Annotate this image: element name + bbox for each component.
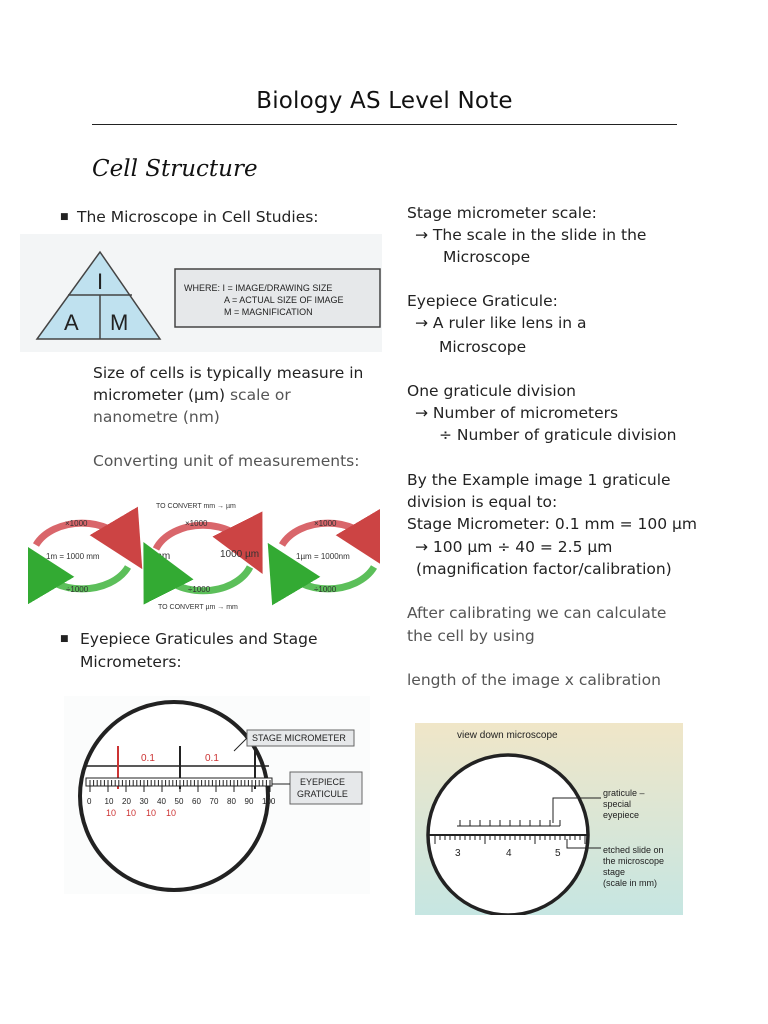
- to-convert-mm-um: TO CONVERT mm → µm: [156, 503, 236, 510]
- division-title: One graticule division: [407, 382, 577, 400]
- division-line-2: ÷ Number of graticule division: [439, 426, 677, 444]
- multiply-arrow: [156, 525, 250, 549]
- size-line-3: nanometre (nm): [93, 408, 220, 426]
- etched-label-3: stage: [603, 867, 626, 877]
- scale-4: 4: [506, 848, 512, 859]
- triangle-a: A: [64, 310, 79, 335]
- graticule-tick-label: 70: [209, 797, 219, 806]
- view-heading: view down microscope: [457, 730, 558, 741]
- ten-label: 10: [106, 808, 117, 818]
- graticule-tick-label: 90: [244, 797, 254, 806]
- eyepiece-scale: [86, 778, 272, 786]
- graticule-tick-label: 100: [262, 797, 276, 806]
- example-line-3: Stage Micrometer: 0.1 mm = 100 µm: [407, 515, 698, 533]
- divide-label: ÷1000: [314, 585, 337, 594]
- eyepiece-title: Eyepiece Graticule:: [407, 292, 558, 310]
- view-down-microscope-figure: [415, 723, 683, 915]
- division-line-1: → Number of micrometers: [415, 404, 619, 422]
- graticule-label-1: graticule –: [603, 788, 645, 798]
- times-label: ×1000: [65, 519, 88, 528]
- ten-label: 10: [126, 808, 137, 818]
- graticule-tick-label: 20: [122, 797, 131, 806]
- scale-or: scale or: [225, 386, 291, 404]
- where-line-3: M = MAGNIFICATION: [224, 307, 313, 317]
- red-label-2: 0.1: [205, 753, 219, 764]
- bullet-marker: ■: [60, 634, 69, 644]
- divide-label: ÷1000: [66, 585, 89, 594]
- converting-heading: Converting unit of measurements:: [93, 452, 360, 470]
- etched-label-1: etched slide on: [603, 845, 664, 855]
- to-convert-um-mm: TO CONVERT µm → mm: [158, 604, 238, 611]
- scale-3: 3: [455, 848, 461, 859]
- graticule-tick-label: 0: [87, 797, 92, 806]
- example-line-2: division is equal to:: [407, 493, 558, 511]
- red-label-1: 0.1: [141, 753, 155, 764]
- iam-formula-figure: [20, 234, 382, 352]
- bullet-graticules-line-1: Eyepiece Graticules and Stage: [80, 630, 318, 648]
- triangle-m: M: [110, 310, 129, 335]
- graticule-figure: [64, 696, 370, 894]
- graticule-tick-label: 10: [104, 797, 114, 806]
- eq-um-nm: 1µm = 1000nm: [296, 552, 350, 561]
- eyepiece-line-1: → A ruler like lens in a: [415, 314, 587, 332]
- eq-m-mm: 1m = 1000 mm: [46, 552, 100, 561]
- page-title: Biology AS Level Note: [256, 88, 513, 114]
- times-label: ×1000: [314, 519, 337, 528]
- divide-label: ÷1000: [188, 585, 211, 594]
- graticule-label-2: special: [603, 799, 632, 809]
- eyepiece-label-line-2: GRATICULE: [297, 789, 348, 799]
- after-line-1: After calibrating we can calculate: [407, 604, 667, 622]
- example-line-4: → 100 µm ÷ 40 = 2.5 µm: [415, 538, 613, 556]
- stage-micrometer-label: STAGE MICROMETER: [252, 733, 346, 743]
- stage-line-2: Microscope: [443, 248, 531, 266]
- graticule-tick-label: 30: [139, 797, 149, 806]
- mm-label: 1mm: [148, 551, 171, 562]
- etched-label-2: the microscope: [603, 856, 665, 866]
- graticule-tick-label: 80: [227, 797, 236, 806]
- where-line-2: A = ACTUAL SIZE OF IMAGE: [224, 295, 344, 305]
- graticule-tick-label: 40: [157, 797, 166, 806]
- graticule-label-3: eyepiece: [603, 810, 640, 820]
- um-label: 1000 µm: [220, 549, 260, 560]
- title-divider: [92, 124, 677, 125]
- stage-line-1: → The scale in the slide in the: [415, 226, 647, 244]
- graticule-tick-label: 50: [174, 797, 184, 806]
- unit-conversion-figure: [28, 495, 380, 617]
- stage-title: Stage micrometer scale:: [407, 204, 597, 222]
- eyepiece-label-line-1: EYEPIECE: [300, 777, 346, 787]
- etched-label-4: (scale in mm): [603, 878, 658, 888]
- triangle-i: I: [97, 269, 104, 294]
- bullet-marker: ■: [60, 212, 69, 222]
- eyepiece-line-2: Microscope: [439, 338, 527, 356]
- graticule-tick-label: 60: [192, 797, 201, 806]
- field-of-view-circle: [80, 702, 268, 890]
- ten-label: 10: [146, 808, 157, 818]
- bullet-microscope: The Microscope in Cell Studies:: [77, 208, 319, 226]
- scale-5: 5: [555, 848, 561, 859]
- section-heading: Cell Structure: [92, 156, 258, 182]
- size-line-2: [93, 384, 291, 406]
- example-line-5: (magnification factor/calibration): [416, 560, 672, 578]
- micrometer-term: micrometer (µm): [93, 386, 226, 404]
- example-line-1: By the Example image 1 graticule: [407, 471, 671, 489]
- length-formula: length of the image x calibration: [407, 671, 661, 689]
- where-line-1: WHERE: I = IMAGE/DRAWING SIZE: [184, 283, 333, 293]
- bullet-graticules-line-2: Micrometers:: [80, 653, 182, 671]
- after-line-2: the cell by using: [407, 627, 535, 645]
- size-line-1: Size of cells is typically measure in: [93, 364, 364, 382]
- times-label: ×1000: [185, 519, 208, 528]
- ten-label: 10: [166, 808, 177, 818]
